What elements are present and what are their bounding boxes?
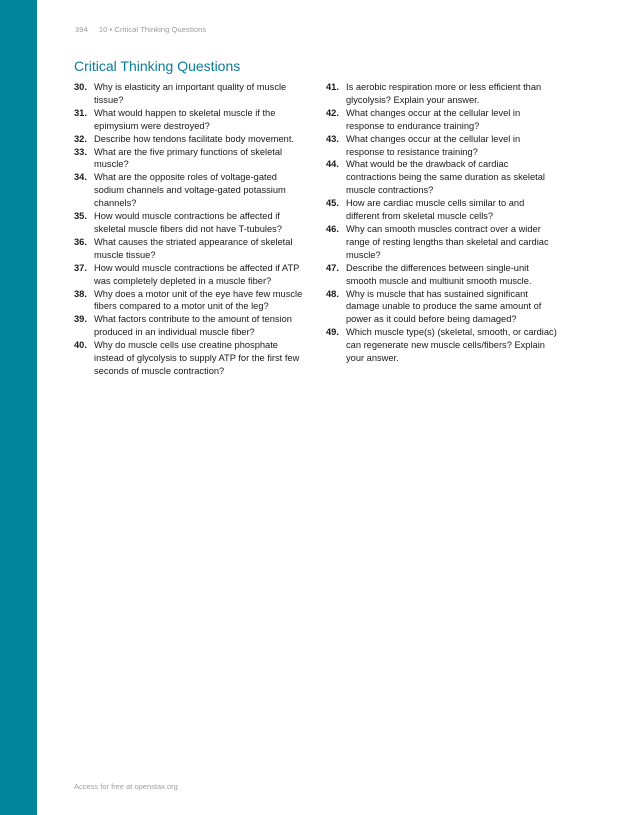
question-item <box>74 81 306 107</box>
question-text: Describe how tendons facilitate body movement. <box>94 133 294 144</box>
question-number: 45. <box>326 198 339 209</box>
question-number: 47. <box>326 262 339 273</box>
question-text: What factors contribute to the amount of tension produced in an individual muscle fiber? <box>94 314 292 338</box>
question-number: 42. <box>326 107 339 118</box>
question-number: 48. <box>326 288 339 299</box>
question-text: How are cardiac muscle cells similar to and different from skeletal muscle cells? <box>346 198 525 222</box>
question-item <box>326 197 558 223</box>
question-text: Why is elasticity an important quality of muscle tissue? <box>94 82 287 105</box>
question-text: Why do muscle cells use creatine phosphate instead of glycolysis to supply ATP for the first few seconds of muscle contraction? <box>94 340 300 376</box>
page-number: 394 <box>75 25 88 34</box>
question-number: 31. <box>74 107 87 118</box>
question-number: 35. <box>74 211 87 222</box>
question-text: What are the opposite roles of voltage-gated sodium channels and voltage-gated potassium channels? <box>94 172 286 209</box>
question-item <box>326 326 558 365</box>
section-title: Critical Thinking Questions <box>74 58 241 74</box>
question-number: 43. <box>326 133 339 144</box>
question-item <box>326 133 558 159</box>
question-text: Describe the differences between single-unit smooth muscle and multiunit smooth muscle. <box>346 262 532 286</box>
question-item <box>74 339 306 378</box>
question-number: 46. <box>326 223 339 234</box>
question-number: 40. <box>74 340 87 351</box>
question-item <box>326 158 558 197</box>
question-item <box>326 288 558 327</box>
question-item <box>74 236 306 262</box>
question-text: Which muscle type(s) (skeletal, smooth, or cardiac) can regenerate new muscle cells/fibers? Explain your answer. <box>346 327 557 364</box>
question-text: What changes occur at the cellular level in response to endurance training? <box>346 107 521 131</box>
question-text: How would muscle contractions be affected if skeletal muscle fibers did not have T-tubules? <box>94 211 282 234</box>
question-item <box>326 223 558 262</box>
question-number: 33. <box>74 146 87 157</box>
question-text: What causes the striated appearance of skeletal muscle tissue? <box>94 236 293 260</box>
question-number: 44. <box>326 159 339 170</box>
question-item <box>74 133 306 146</box>
question-text: Why can smooth muscles contract over a wider range of resting lengths than skeletal and cardiac muscle? <box>346 223 549 260</box>
question-number: 36. <box>74 236 87 247</box>
question-text: Why does a motor unit of the eye have few muscle fibers compared to a motor unit of the leg? <box>94 288 303 312</box>
question-item <box>74 210 306 236</box>
question-item <box>74 107 306 133</box>
question-number: 49. <box>326 327 339 338</box>
question-text: What changes occur at the cellular level in response to resistance training? <box>346 133 521 157</box>
question-item <box>74 262 306 288</box>
running-header <box>75 25 206 34</box>
question-number: 37. <box>74 262 87 273</box>
question-text: What are the five primary functions of skeletal muscle? <box>94 146 283 170</box>
question-number: 34. <box>74 172 87 183</box>
question-number: 39. <box>74 314 87 325</box>
question-number: 30. <box>74 82 87 92</box>
questions-right-column <box>326 81 558 365</box>
question-item <box>326 107 558 133</box>
question-item <box>74 146 306 172</box>
question-text: What would be the drawback of cardiac contractions being the same duration as skeletal muscle contractions? <box>346 159 545 196</box>
question-text: What would happen to skeletal muscle if the epimysium were destroyed? <box>94 107 276 131</box>
question-item <box>326 262 558 288</box>
question-item <box>74 171 306 210</box>
question-item <box>74 288 306 314</box>
chapter-label: 10 • Critical Thinking Questions <box>98 25 207 34</box>
question-item <box>74 313 306 339</box>
side-color-bar <box>0 0 37 815</box>
question-text: Why is muscle that has sustained significant damage unable to produce the same amount of power as it could before being damaged? <box>346 288 542 325</box>
question-text: How would muscle contractions be affected if ATP was completely depleted in a muscle fiber? <box>94 262 300 286</box>
question-number: 41. <box>326 82 339 92</box>
question-item <box>326 81 558 107</box>
question-text: Is aerobic respiration more or less efficient than glycolysis? Explain your answer. <box>346 82 542 105</box>
question-number: 32. <box>74 133 87 144</box>
footer-access-link: Access for free at openstax.org <box>74 782 178 791</box>
questions-left-column <box>74 81 306 378</box>
question-number: 38. <box>74 288 87 299</box>
